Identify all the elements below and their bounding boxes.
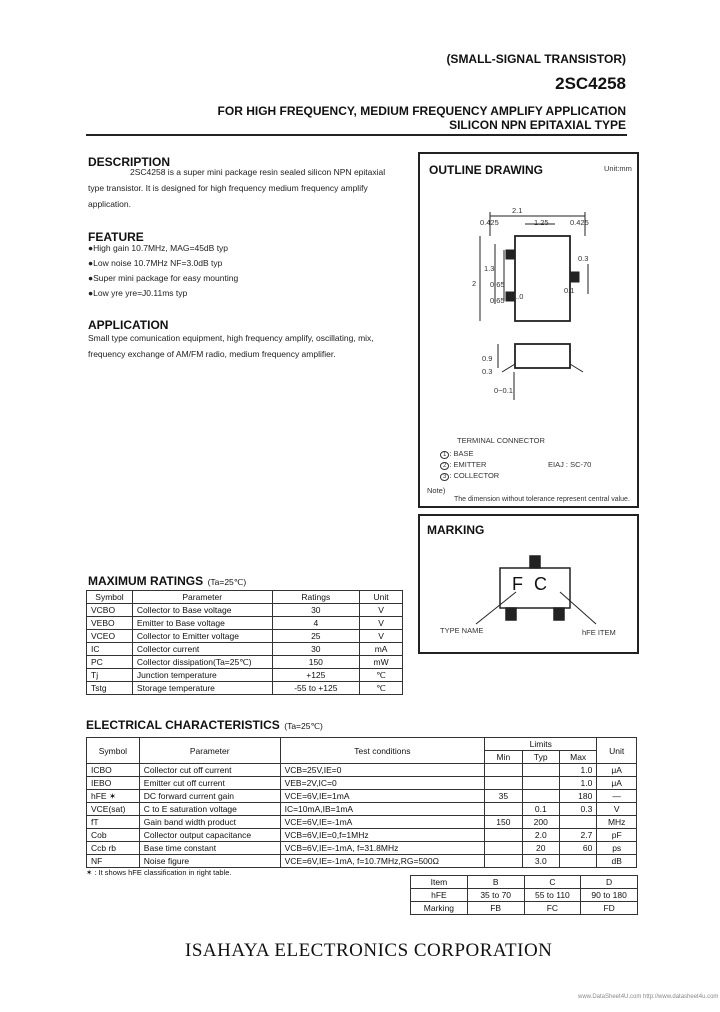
dim-label: 1.25: [534, 218, 549, 227]
table-row: [87, 855, 637, 868]
unit-cell: MHz: [597, 816, 637, 829]
description-line: application.: [88, 199, 132, 209]
note-label: Note): [427, 486, 446, 495]
unit-cell: mA: [360, 643, 403, 656]
symbol-cell: VEBO: [87, 617, 133, 630]
symbol-cell: fT: [87, 816, 140, 829]
watermark: www.DataSheet4U.com http://www.datasheet4u.com: [578, 994, 719, 1000]
marking-panel: [418, 514, 639, 654]
terminal-list: [440, 449, 499, 482]
terminal-number: 2: [440, 462, 449, 470]
symbol-cell: Cob: [87, 829, 140, 842]
dim-label: 1.0: [513, 292, 524, 301]
hfe-classification-table: [410, 875, 638, 915]
parameter-cell: Storage temperature: [132, 682, 272, 695]
classification-cell: D: [581, 876, 638, 889]
rating-cell: +125: [272, 669, 360, 682]
table-row: [87, 643, 403, 656]
parameter-cell: Gain band width product: [139, 816, 280, 829]
bullet-icon: ●: [88, 258, 94, 268]
test-condition-cell: VCB=25V,IE=0: [280, 764, 485, 777]
electrical-condition: (Ta=25℃): [284, 721, 323, 731]
parameter-cell: Collector dissipation(Ta=25℃): [132, 656, 272, 669]
symbol-cell: VCEO: [87, 630, 133, 643]
dim-label: 2.1: [512, 206, 523, 215]
col-header-test: Test conditions: [280, 738, 485, 764]
eiaj-label: EIAJ : SC-70: [548, 460, 592, 469]
col-header-limits: Limits: [485, 738, 597, 751]
classification-cell: Item: [411, 876, 468, 889]
dim-label: 2: [472, 279, 477, 288]
max-cell: [559, 855, 596, 868]
test-condition-cell: VCE=6V,IE=-1mA, f=10.7MHz,RG=500Ω: [280, 855, 485, 868]
test-condition-cell: VCE=6V,IE=1mA: [280, 790, 485, 803]
symbol-cell: ICBO: [87, 764, 140, 777]
dim-label: 1.3: [484, 264, 495, 273]
parameter-cell: DC forward current gain: [139, 790, 280, 803]
terminal-heading: TERMINAL CONNECTOR: [457, 436, 545, 445]
list-item: 1 : BASE: [440, 449, 499, 460]
description-heading: DESCRIPTION: [88, 155, 171, 169]
column-header: Ratings: [272, 591, 360, 604]
note-text: The dimension without tolerance represent central value.: [454, 496, 630, 503]
typ-cell: 2.0: [522, 829, 559, 842]
table-row: [87, 829, 637, 842]
col-header-max: Max: [559, 751, 596, 764]
classification-cell: FD: [581, 902, 638, 915]
parameter-cell: Junction temperature: [132, 669, 272, 682]
hfe-item-label: hFE ITEM: [582, 628, 616, 637]
min-cell: [485, 829, 522, 842]
test-condition-cell: VCB=6V,IE=-1mA, f=31.8MHz: [280, 842, 485, 855]
package-drawing: [420, 184, 637, 434]
classification-cell: 90 to 180: [581, 889, 638, 902]
symbol-cell: IEBO: [87, 777, 140, 790]
dim-label: 0.9: [482, 354, 493, 363]
min-cell: 35: [485, 790, 522, 803]
unit-cell: —: [597, 790, 637, 803]
table-row: [87, 682, 403, 695]
table-row: [87, 790, 637, 803]
typ-cell: [522, 777, 559, 790]
symbol-cell: IC: [87, 643, 133, 656]
col-header-typ: Typ: [522, 751, 559, 764]
min-cell: 150: [485, 816, 522, 829]
unit-cell: μA: [597, 777, 637, 790]
col-header-symbol: Symbol: [87, 738, 140, 764]
application-text: [88, 330, 418, 362]
table-header-row: [87, 591, 403, 604]
type-title: SILICON NPN EPITAXIAL TYPE: [449, 118, 626, 132]
typ-cell: [522, 790, 559, 803]
table-row: [87, 764, 637, 777]
marking-heading: MARKING: [427, 523, 485, 537]
table-row: [87, 816, 637, 829]
parameter-cell: Collector to Base voltage: [132, 604, 272, 617]
max-cell: 1.0: [559, 777, 596, 790]
terminal-number: 1: [440, 451, 449, 459]
classification-cell: 35 to 70: [467, 889, 524, 902]
type-name-label: TYPE NAME: [440, 626, 484, 635]
unit-cell: ℃: [360, 669, 403, 682]
bullet-icon: ●: [88, 273, 94, 283]
min-cell: [485, 764, 522, 777]
header-rule: [86, 134, 627, 136]
classification-cell: hFE: [411, 889, 468, 902]
classification-cell: FC: [524, 902, 581, 915]
parameter-cell: Collector current: [132, 643, 272, 656]
outline-drawing-panel: [418, 152, 639, 508]
unit-cell: V: [597, 803, 637, 816]
max-cell: 0.3: [559, 803, 596, 816]
typ-cell: 20: [522, 842, 559, 855]
typ-cell: 200: [522, 816, 559, 829]
max-cell: [559, 816, 596, 829]
unit-cell: V: [360, 617, 403, 630]
symbol-cell: Tj: [87, 669, 133, 682]
col-header-parameter: Parameter: [139, 738, 280, 764]
max-cell: 2.7: [559, 829, 596, 842]
description-line: 2SC4258 is a super mini package resin sealed silicon NPN epitaxial: [130, 167, 386, 177]
min-cell: [485, 842, 522, 855]
parameter-cell: C to E saturation voltage: [139, 803, 280, 816]
column-header: Parameter: [132, 591, 272, 604]
parameter-cell: Collector cut off current: [139, 764, 280, 777]
column-header: Symbol: [87, 591, 133, 604]
parameter-cell: Emitter to Base voltage: [132, 617, 272, 630]
unit-label: Unit:mm: [604, 164, 632, 173]
min-cell: [485, 803, 522, 816]
terminal-number: 3: [440, 473, 449, 481]
dim-label: 0.65: [490, 296, 505, 305]
unit-cell: V: [360, 604, 403, 617]
list-item: ●Super mini package for easy mounting: [88, 273, 239, 283]
list-item: ●Low noise 10.7MHz NF=3.0dB typ: [88, 258, 223, 268]
application-heading: APPLICATION: [88, 318, 169, 332]
unit-cell: pF: [597, 829, 637, 842]
classification-cell: 55 to 110: [524, 889, 581, 902]
bullet-icon: ●: [88, 243, 94, 253]
column-header: Unit: [360, 591, 403, 604]
list-item: ●High gain 10.7MHz, MAG=45dB typ: [88, 243, 229, 253]
table-row: [411, 902, 638, 915]
dim-label: 0.425: [570, 218, 589, 227]
rating-cell: 4: [272, 617, 360, 630]
unit-cell: ℃: [360, 682, 403, 695]
col-header-min: Min: [485, 751, 522, 764]
electrical-heading: ELECTRICAL CHARACTERISTICS: [86, 718, 280, 732]
symbol-cell: Ccb rb: [87, 842, 140, 855]
rating-cell: 25: [272, 630, 360, 643]
list-item: ●Low yre yre=J0.11ms typ: [88, 288, 188, 298]
rating-cell: 30: [272, 643, 360, 656]
dim-label: 0.65: [490, 280, 505, 289]
min-cell: [485, 777, 522, 790]
typ-cell: [522, 764, 559, 777]
footnote: ✶ : It shows hFE classification in right table.: [86, 868, 232, 877]
part-number: 2SC4258: [555, 74, 626, 93]
max-cell: 60: [559, 842, 596, 855]
description-text: [88, 164, 418, 212]
classification-cell: FB: [467, 902, 524, 915]
rating-cell: 30: [272, 604, 360, 617]
classification-cell: Marking: [411, 902, 468, 915]
typ-cell: 3.0: [522, 855, 559, 868]
unit-cell: μA: [597, 764, 637, 777]
unit-cell: V: [360, 630, 403, 643]
unit-cell: ps: [597, 842, 637, 855]
marking-code: F C: [512, 574, 550, 594]
classification-cell: B: [467, 876, 524, 889]
outline-heading: OUTLINE DRAWING: [429, 163, 543, 177]
dim-label: 0~0.1: [494, 386, 513, 395]
table-row: [411, 889, 638, 902]
max-ratings-table: [86, 590, 403, 695]
max-cell: 1.0: [559, 764, 596, 777]
symbol-cell: VCBO: [87, 604, 133, 617]
test-condition-cell: VCE=6V,IE=-1mA: [280, 816, 485, 829]
table-row: [87, 669, 403, 682]
symbol-cell: Tstg: [87, 682, 133, 695]
classification-cell: C: [524, 876, 581, 889]
unit-cell: dB: [597, 855, 637, 868]
symbol-cell: NF: [87, 855, 140, 868]
dim-label: 0.425: [480, 218, 499, 227]
bullet-icon: ●: [88, 288, 94, 298]
series-label: (SMALL-SIGNAL TRANSISTOR): [446, 52, 626, 66]
test-condition-cell: VCB=6V,IE=0,f=1MHz: [280, 829, 485, 842]
parameter-cell: Collector output capacitance: [139, 829, 280, 842]
max-cell: 180: [559, 790, 596, 803]
symbol-cell: hFE ✶: [87, 790, 140, 803]
parameter-cell: Emitter cut off current: [139, 777, 280, 790]
col-header-unit: Unit: [597, 738, 637, 764]
table-row: [87, 604, 403, 617]
rating-cell: 150: [272, 656, 360, 669]
application-title: FOR HIGH FREQUENCY, MEDIUM FREQUENCY AMPLIFY APPLICATION: [217, 104, 626, 118]
table-row: [411, 876, 638, 889]
dim-label: 0.1: [564, 286, 575, 295]
table-row: [87, 803, 637, 816]
table-row: [87, 842, 637, 855]
dim-label: 0.3: [578, 254, 589, 263]
unit-cell: mW: [360, 656, 403, 669]
parameter-cell: Base time constant: [139, 842, 280, 855]
electrical-table: [86, 737, 637, 868]
electrical-title: [86, 716, 323, 734]
max-ratings-heading: MAXIMUM RATINGS: [88, 574, 204, 588]
max-ratings-condition: (Ta=25℃): [207, 577, 247, 587]
parameter-cell: Collector to Emitter voltage: [132, 630, 272, 643]
max-ratings-title: [88, 572, 246, 590]
table-row: [87, 617, 403, 630]
application-line: Small type comunication equipment, high frequency amplify, oscillating, mix,: [88, 333, 374, 343]
min-cell: [485, 855, 522, 868]
table-row: [87, 630, 403, 643]
company-name: ISAHAYA ELECTRONICS CORPORATION: [185, 940, 553, 961]
rating-cell: -55 to +125: [272, 682, 360, 695]
list-item: 2 : EMITTER: [440, 460, 499, 471]
list-item: 3 : COLLECTOR: [440, 471, 499, 482]
table-row: [87, 656, 403, 669]
test-condition-cell: IC=10mA,IB=1mA: [280, 803, 485, 816]
application-line: frequency exchange of AM/FM radio, medium frequency amplifier.: [88, 349, 336, 359]
description-line: type transistor. It is designed for high frequency medium frequency amplify: [88, 183, 368, 193]
dim-label: 0.3: [482, 367, 493, 376]
parameter-cell: Noise figure: [139, 855, 280, 868]
table-row: [87, 777, 637, 790]
symbol-cell: VCE(sat): [87, 803, 140, 816]
symbol-cell: PC: [87, 656, 133, 669]
test-condition-cell: VEB=2V,IC=0: [280, 777, 485, 790]
feature-list: [88, 243, 408, 303]
typ-cell: 0.1: [522, 803, 559, 816]
feature-heading: FEATURE: [88, 230, 144, 244]
